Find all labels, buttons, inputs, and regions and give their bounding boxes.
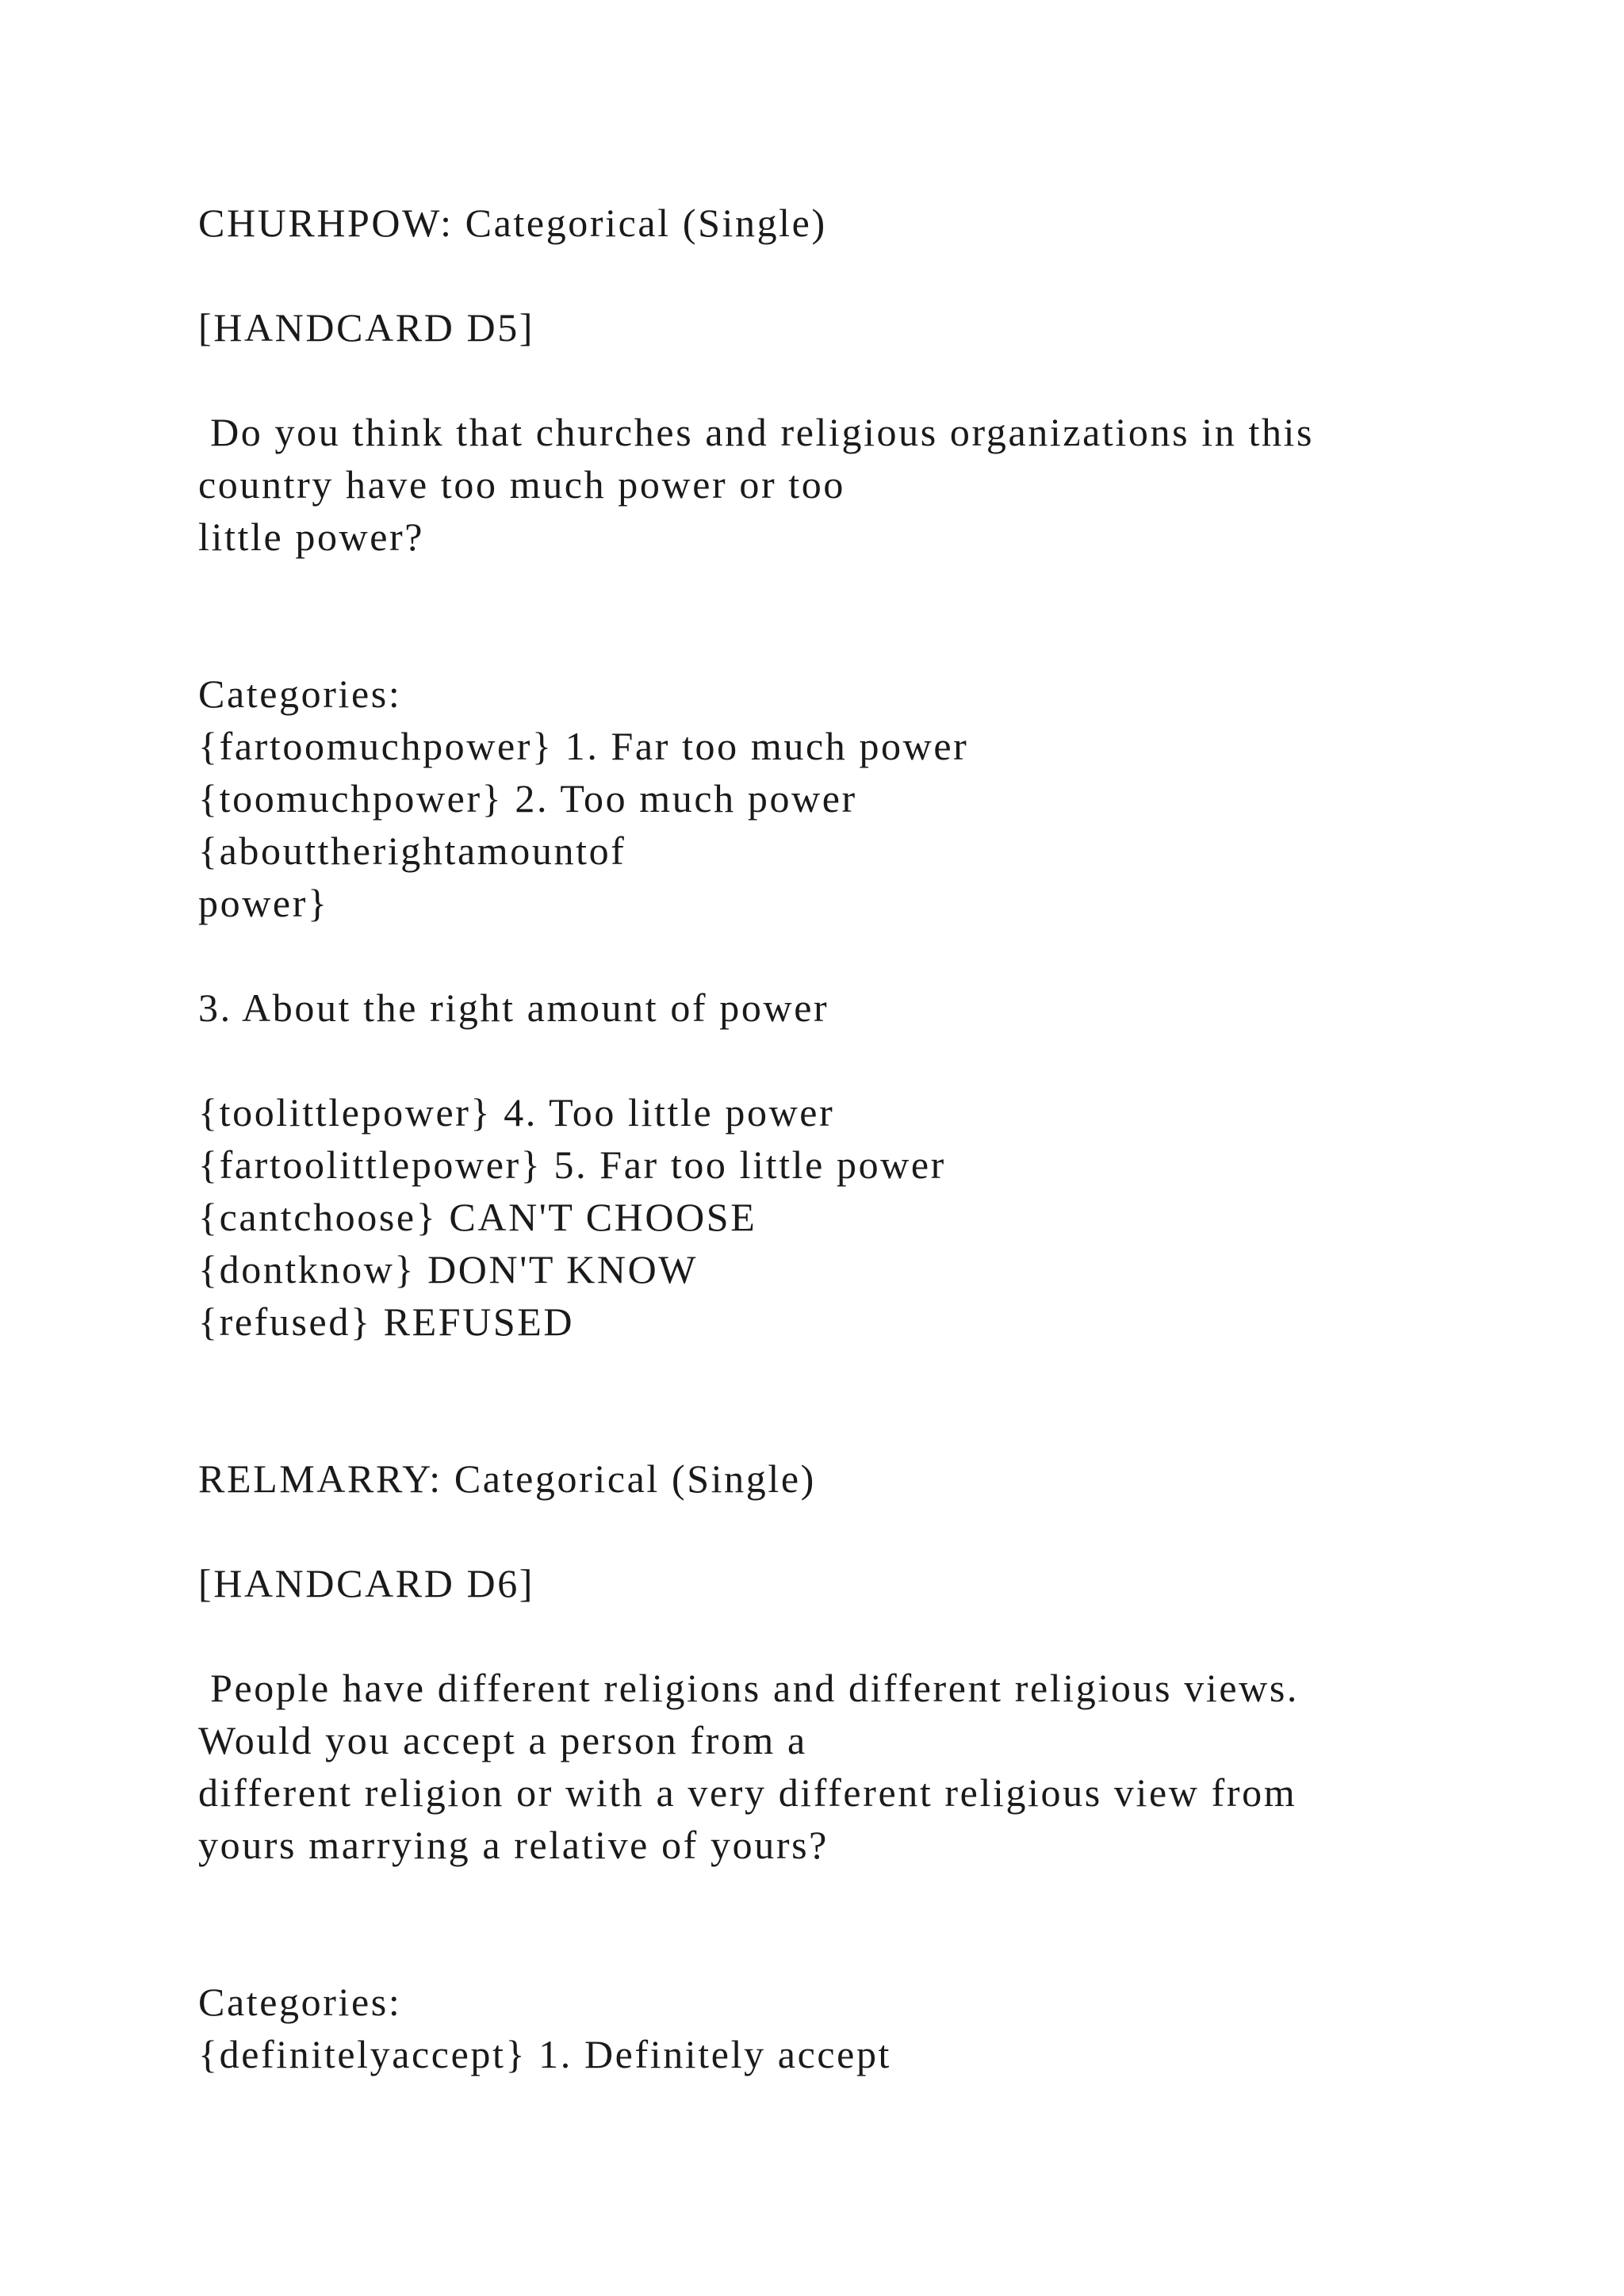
- category-item: {fartoolittlepower} 5. Far too little power: [198, 1142, 946, 1187]
- variable-header-relmarry: RELMARRY: Categorical (Single): [198, 1456, 816, 1501]
- category-item: {cantchoose} CAN'T CHOOSE: [198, 1195, 757, 1239]
- category-item: {toolittlepower} 4. Too little power: [198, 1090, 835, 1135]
- category-item: {fartoomuchpower} 1. Far too much power: [198, 724, 969, 768]
- question-line: country have too much power or too: [198, 462, 845, 507]
- question-line: little power?: [198, 515, 425, 559]
- category-item: 3. About the right amount of power: [198, 985, 829, 1030]
- category-item: power}: [198, 881, 329, 925]
- category-item: {dontknow} DON'T KNOW: [198, 1247, 699, 1292]
- question-line: People have different religions and different religious views.: [198, 1666, 1299, 1710]
- question-line: different religion or with a very different religious view from: [198, 1770, 1297, 1815]
- handcard-label-d6: [HANDCARD D6]: [198, 1561, 535, 1605]
- category-item: {refused} REFUSED: [198, 1299, 575, 1344]
- handcard-label-d5: [HANDCARD D5]: [198, 305, 535, 350]
- variable-header-churhpow: CHURHPOW: Categorical (Single): [198, 201, 827, 245]
- category-item: {abouttherightamountof: [198, 828, 626, 873]
- question-line: yours marrying a relative of yours?: [198, 1823, 829, 1867]
- question-line: Would you accept a person from a: [198, 1718, 807, 1762]
- category-item: {definitelyaccept} 1. Definitely accept: [198, 2032, 892, 2076]
- question-line: Do you think that churches and religious organizations in this: [198, 410, 1315, 454]
- category-item: {toomuchpower} 2. Too much power: [198, 776, 857, 821]
- categories-label: Categories:: [198, 1980, 402, 2024]
- categories-label: Categories:: [198, 672, 402, 716]
